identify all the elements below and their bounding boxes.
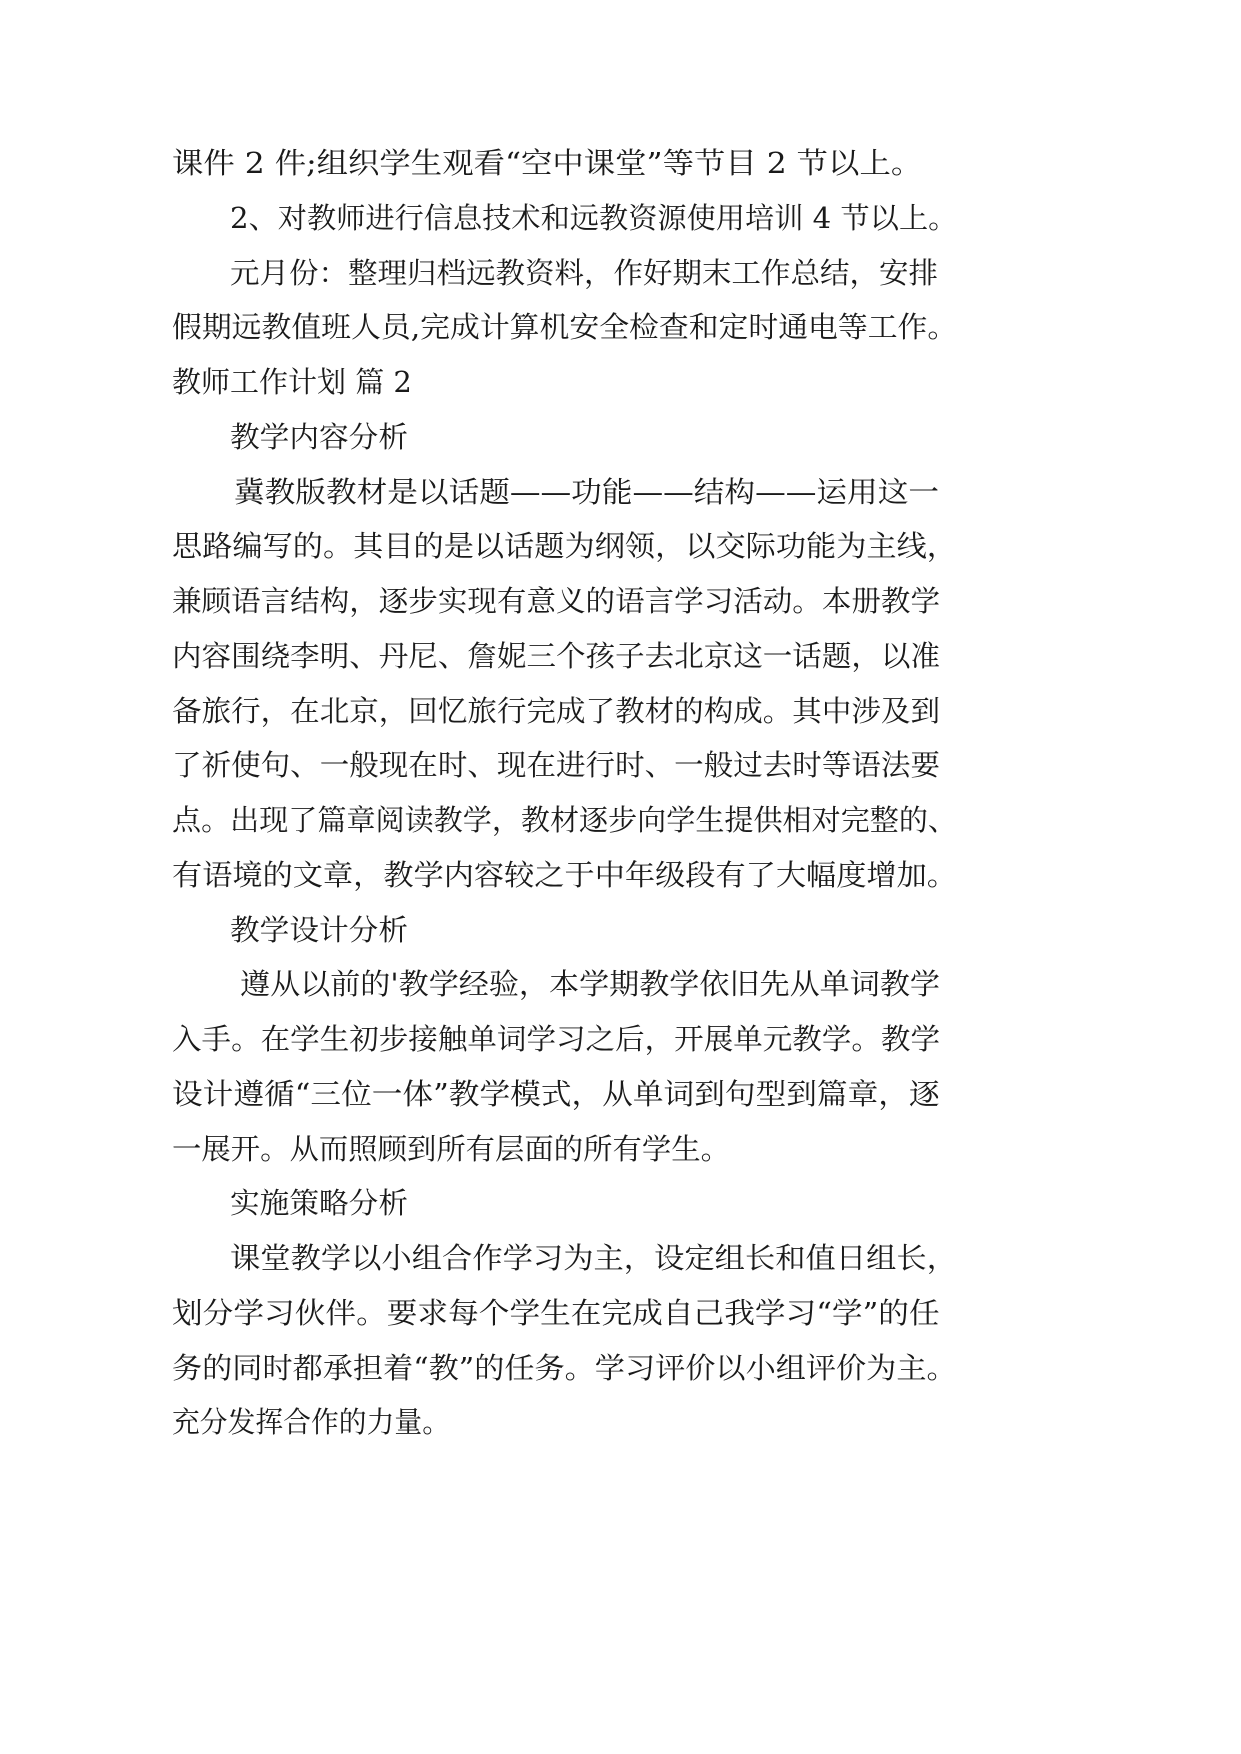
- subheading: 教学内容分析: [230, 420, 409, 454]
- paragraph-line: 务的同时都承担着“教”的任务。学习评价以小组评价为主。: [172, 1351, 957, 1385]
- paragraph-line: 课堂教学以小组合作学习为主，设定组长和值日组长，: [230, 1241, 958, 1275]
- section-title: 教师工作计划 篇 2: [172, 365, 412, 399]
- paragraph-line: 元月份：整理归档远教资料，作好期末工作总结，安排: [230, 256, 939, 290]
- paragraph-line: 了祈使句、一般现在时、现在进行时、一般过去时等语法要: [172, 748, 941, 782]
- subheading: 教学设计分析: [230, 913, 409, 947]
- paragraph-line: 假期远教值班人员,完成计算机安全检查和定时通电等工作。: [172, 310, 958, 344]
- paragraph-line: 划分学习伙伴。要求每个学生在完成自己我学习“学”的任: [172, 1296, 940, 1330]
- paragraph-line: 2、对教师进行信息技术和远教资源使用培训 4 节以上。: [230, 201, 958, 235]
- paragraph-line: 思路编写的。其目的是以话题为纲领，以交际功能为主线，: [172, 529, 958, 563]
- paragraph-line: 冀教版教材是以话题——功能——结构——运用这一: [234, 475, 940, 509]
- paragraph-line: 点。出现了篇章阅读教学，教材逐步向学生提供相对完整的、: [172, 803, 958, 837]
- paragraph-line: 兼顾语言结构，逐步实现有意义的语言学习活动。本册教学: [172, 584, 941, 618]
- paragraph-line: 入手。在学生初步接触单词学习之后，开展单元教学。教学: [172, 1022, 941, 1056]
- subheading: 实施策略分析: [230, 1186, 409, 1220]
- paragraph-line: 设计遵循“三位一体”教学模式，从单词到句型到篇章，逐: [172, 1077, 940, 1111]
- paragraph-line: 有语境的文章，教学内容较之于中年级段有了大幅度增加。: [172, 858, 958, 892]
- paragraph-line: 一展开。从而照顾到所有层面的所有学生。: [172, 1132, 731, 1166]
- paragraph-line: 充分发挥合作的力量。: [172, 1405, 451, 1439]
- paragraph-line: 备旅行，在北京，回忆旅行完成了教材的构成。其中涉及到: [172, 694, 941, 728]
- paragraph-line: 内容围绕李明、丹尼、詹妮三个孩子去北京这一话题，以准: [172, 639, 941, 673]
- paragraph-line: 课件 2 件;组织学生观看“空中课堂”等节目 2 节以上。: [172, 146, 923, 180]
- paragraph-line: 遵从以前的'教学经验，本学期教学依旧先从单词教学: [240, 967, 940, 1001]
